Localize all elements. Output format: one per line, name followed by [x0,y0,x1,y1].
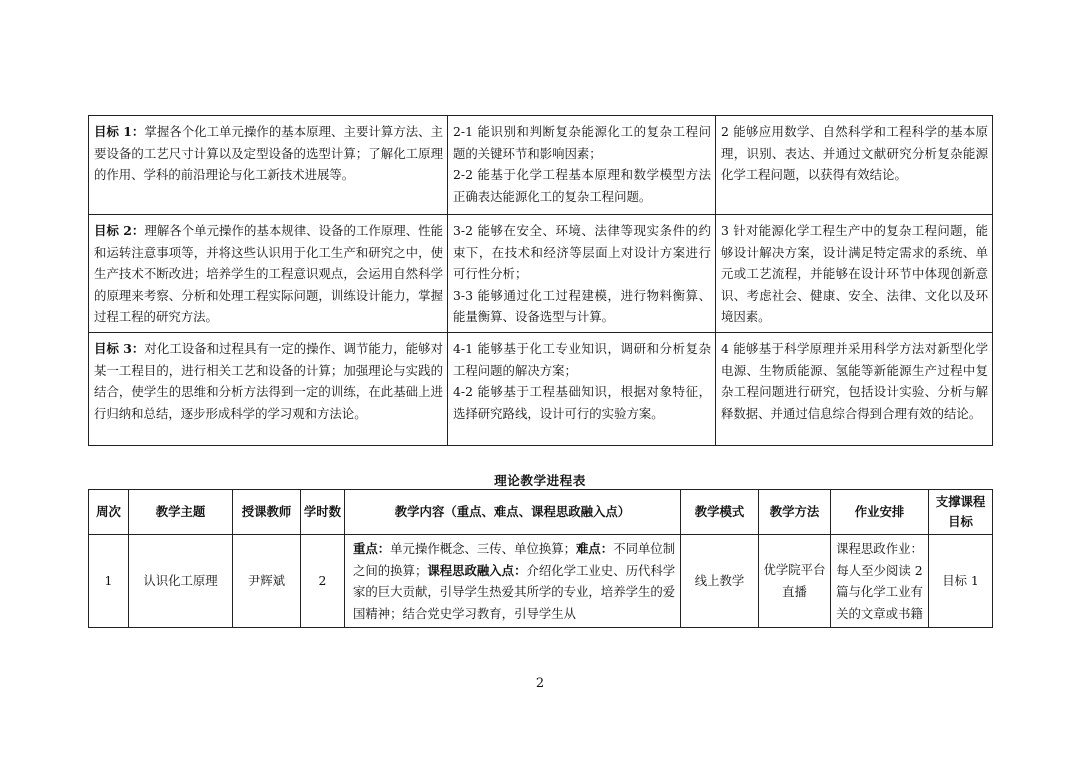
goal-text: 掌握各个化工单元操作的基本原理、主要计算方法、主要设备的工艺尺寸计算以及定型设备的选型计算；了解化工原理的作用、学科的前沿理论与化工新技术进展等。 [94,124,444,183]
header-week: 周次 [89,490,129,535]
objective-row [89,116,993,215]
page-number: 2 [535,676,545,691]
goal-cell [89,215,448,333]
header-method: 教学方法 [759,490,831,535]
topic-cell: 认识化工原理 [129,535,233,628]
indicator-cell: 3-2 能够在安全、环境、法律等现实条件的约束下，在技术和经济等层面上对设计方案进行可行性分析； 3-3 能够通过化工过程建模，进行物料衡算、能量衡算、设备选型与计算。 [448,215,716,333]
goal-cell [89,332,448,445]
key-label: 重点： [353,541,391,556]
header-mode: 教学模式 [681,490,759,535]
key-text: 单元操作概念、三传、单位换算； [390,541,577,556]
header-homework: 作业安排 [831,490,929,535]
objectives-table [88,115,993,446]
indicator-cell: 4-1 能够基于化工专业知识，调研和分析复杂工程问题的解决方案； 4-2 能够基于工程基础知识，根据对象特征，选择研究路线，设计可行的实验方案。 [448,332,716,445]
header-hours: 学时数 [301,490,345,535]
schedule-header-row [89,490,993,535]
ideology-text: 介绍化学工业史、历代科学家的巨大贡献，引导学生热爱其所学的专业，培养学生的爱国精神；结合党史学习教育，引导学生从 [353,562,676,621]
goal-label: 目标 3： [94,340,145,356]
schedule-row [89,535,993,628]
indicator-cell: 2-1 能识别和判断复杂能源化工的复杂工程问题的关键环节和影响因素； 2-2 能基于化学工程基本原理和数学模型方法正确表达能源化工的复杂工程问题。 [448,116,716,215]
header-content: 教学内容（重点、难点、课程思政融入点） [345,490,681,535]
objective-row [89,215,993,333]
difficult-label: 难点： [576,541,614,556]
requirement-cell: 4 能够基于科学原理并采用科学方法对新型化学电源、生物质能源、氢能等新能源生产过程中复杂工程问题进行研究，包括设计实验、分析与解释数据、并通过信息综合得到合理有效的结论。 [716,332,993,445]
method-cell: 优学院平台直播 [759,535,831,628]
goal-text: 对化工设备和过程具有一定的操作、调节能力，能够对某一工程目的，进行相关工艺和设备的计算；加强理论与实践的结合，使学生的思维和分析方法得到一定的训练，在此基础上进行归纳和总结，逐步形成科学的学习观和方法论。 [94,340,444,421]
requirement-cell: 2 能够应用数学、自然科学和工程科学的基本原理，识别、表达、并通过文献研究分析复杂能源化学工程问题，以获得有效结论。 [716,116,993,215]
content-cell [345,535,681,628]
header-topic: 教学主题 [129,490,233,535]
homework-cell [831,535,929,628]
objective-row [89,332,993,445]
difficult-text: 不同单位制之间的换算； [353,541,676,578]
goal-cell [89,116,448,215]
goal-label: 目标 1： [94,124,145,139]
homework-text: 课程思政作业：每人至少阅读 2 篇与化学工业有关的文章或书籍 [836,541,923,621]
header-target: 支撑课程目标 [929,490,993,535]
hours-cell: 2 [301,535,345,628]
requirement-cell: 3 针对能源化学工程生产中的复杂工程问题，能够设计解决方案，设计满足特定需求的系统、单元或工艺流程，并能够在设计环节中体现创新意识、考虑社会、健康、安全、法律、文化以及环境因素。 [716,215,993,333]
teacher-cell: 尹辉斌 [233,535,301,628]
week-cell: 1 [89,535,129,628]
schedule-table [88,489,993,628]
target-cell: 目标 1 [929,535,993,628]
header-teacher: 授课教师 [233,490,301,535]
goal-text: 理解各个单元操作的基本规律、设备的工作原理、性能和运转注意事项等，并将这些认识用于化工生产和研究之中，使生产技术不断改进；培养学生的工程意识观点，会运用自然科学的原理来考察、分析和处理工程实际问题，训练设计能力，掌握过程工程的研究方法。 [94,223,444,325]
content-text [353,538,676,624]
mode-cell: 线上教学 [681,535,759,628]
schedule-title: 理论教学进程表 [494,473,586,488]
ideology-label: 课程思政融入点： [427,562,527,578]
goal-label: 目标 2： [94,223,145,238]
